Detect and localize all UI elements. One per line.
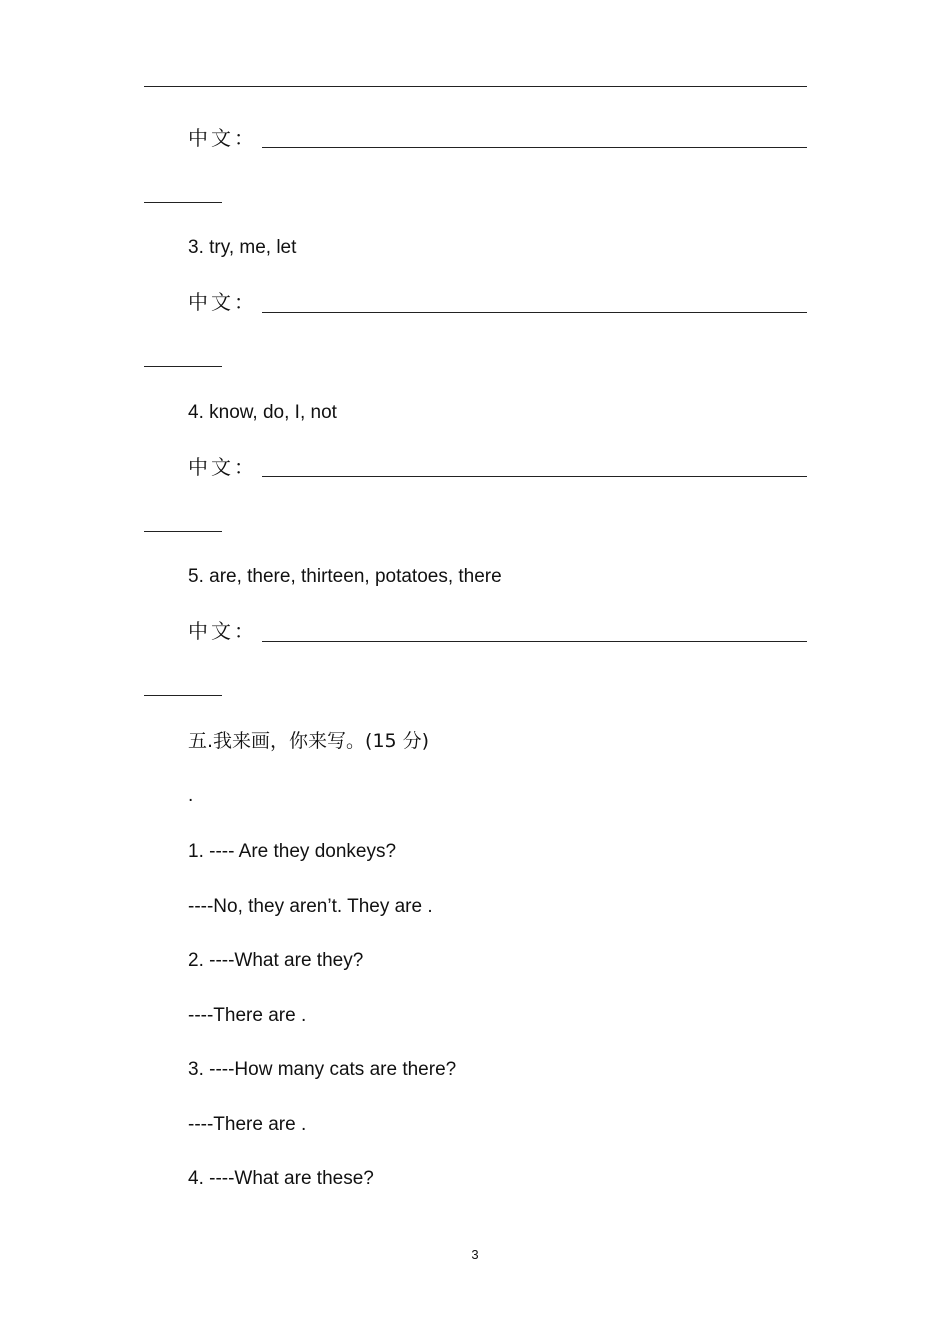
answer-line [262,641,807,642]
item-4: 4. know, do, I, not [188,402,337,423]
answer-1: ----No, they aren’t. They are . [188,896,433,917]
drawing-placeholder-dot: . [188,785,194,806]
question-4: 4. ----What are these? [188,1168,374,1189]
item-5: 5. are, there, thirteen, potatoes, there [188,566,502,587]
page-number: 3 [471,1247,479,1262]
chinese-label: 中文： [188,455,257,479]
answer-2: ----There are . [188,1005,307,1026]
item-3: 3. try, me, let [188,237,297,258]
answer-line-continued [144,531,222,532]
answer-line [144,86,807,87]
chinese-label: 中文： [188,619,257,643]
answer-line [262,312,807,313]
question-2: 2. ----What are they? [188,950,364,971]
chinese-label: 中文： [188,126,257,150]
question-1: 1. ---- Are they donkeys? [188,841,397,862]
answer-line [262,147,807,148]
answer-3: ----There are . [188,1114,307,1135]
section-five-heading: 五.我来画，你来写。(15 分) [188,730,430,752]
answer-line-continued [144,202,222,203]
answer-line-continued [144,366,222,367]
answer-line-continued [144,695,222,696]
chinese-label: 中文： [188,290,257,314]
answer-line [262,476,807,477]
question-3: 3. ----How many cats are there? [188,1059,457,1080]
